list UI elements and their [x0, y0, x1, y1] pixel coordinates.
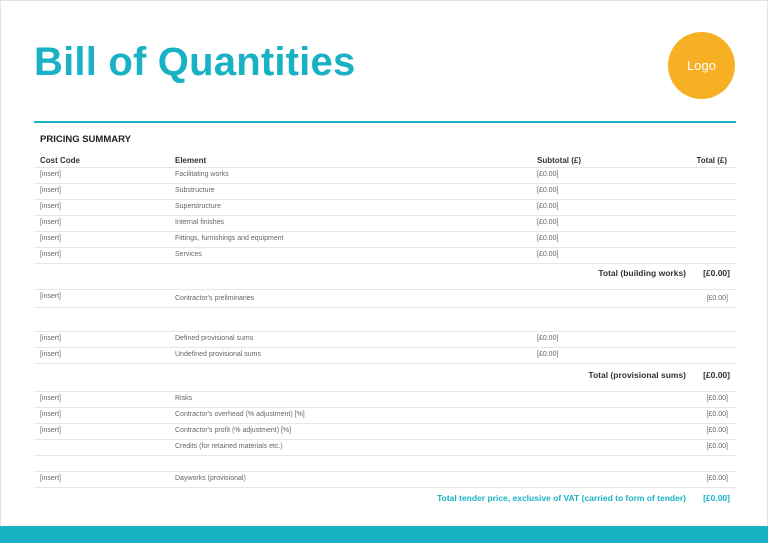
table-row — [34, 290, 736, 308]
col-header-total: Total (£) — [696, 156, 727, 165]
total-tender-value: [£0.00] — [703, 493, 730, 503]
subtotal-cell[interactable]: [£0.00] — [537, 335, 559, 342]
section-divider — [34, 376, 736, 392]
subtotal-cell[interactable]: [£0.00] — [537, 351, 559, 358]
subtotal-cell[interactable]: [£0.00] — [537, 235, 559, 242]
col-header-cost-code: Cost Code — [40, 156, 80, 165]
cost-code-cell[interactable]: [insert] — [40, 411, 62, 418]
table-row — [34, 408, 736, 424]
total-cell[interactable]: [£0.00] — [706, 295, 728, 302]
subtotal-cell[interactable]: [£0.00] — [537, 219, 559, 226]
cost-code-cell[interactable]: [insert] — [40, 171, 62, 178]
element-cell: Defined provisional sums — [175, 335, 254, 342]
total-tender-label: Total tender price, exclusive of VAT (carried to form of tender) — [437, 493, 686, 503]
element-cell: Undefined provisional sums — [175, 351, 261, 358]
element-cell: Contractor's profit (% adjustment) [%] — [175, 427, 292, 434]
cost-code-cell[interactable]: [insert] — [40, 219, 62, 226]
subtotal-cell[interactable]: [£0.00] — [537, 171, 559, 178]
element-cell: Dayworks (provisional) — [175, 475, 246, 482]
table-row — [34, 216, 736, 232]
col-header-subtotal: Subtotal (£) — [537, 156, 581, 165]
element-cell: Risks — [175, 395, 193, 402]
footer-bar — [0, 526, 768, 543]
cost-code-cell[interactable]: [insert] — [40, 351, 62, 358]
element-cell: Substructure — [175, 187, 215, 194]
spacer-row — [34, 308, 736, 332]
element-cell: Superstructure — [175, 203, 221, 210]
total-cell[interactable]: [£0.00] — [706, 475, 728, 482]
cost-code-cell[interactable]: [insert] — [40, 187, 62, 194]
element-cell: Services — [175, 251, 202, 258]
table-row — [34, 440, 736, 456]
element-cell: Credits (for retained materials etc.) — [175, 443, 283, 450]
cost-code-cell[interactable]: [insert] — [40, 293, 62, 300]
page-title: Bill of Quantities — [34, 40, 356, 84]
total-cell[interactable]: [£0.00] — [706, 443, 728, 450]
subtotal-cell[interactable]: [£0.00] — [537, 203, 559, 210]
total-cell[interactable]: [£0.00] — [706, 395, 728, 402]
section-divider — [34, 274, 736, 290]
table-row — [34, 184, 736, 200]
element-cell: Contractor's preliminaries — [175, 295, 255, 302]
table-row — [34, 392, 736, 408]
table-row — [34, 248, 736, 264]
title-divider — [34, 121, 736, 123]
cost-code-cell[interactable]: [insert] — [40, 203, 62, 210]
cost-code-cell[interactable]: [insert] — [40, 335, 62, 342]
table-row — [34, 168, 736, 184]
cost-code-cell[interactable]: [insert] — [40, 475, 62, 482]
element-cell: Facilitating works — [175, 171, 229, 178]
col-header-element: Element — [175, 156, 207, 165]
table-row — [34, 348, 736, 364]
table-row — [34, 424, 736, 440]
element-cell: Internal finishes — [175, 219, 225, 226]
total-building-label: Total (building works) — [598, 268, 686, 278]
total-provisional-value: [£0.00] — [703, 370, 730, 380]
table-row — [34, 472, 736, 488]
element-cell: Contractor's overhead (% adjustment) [%] — [175, 411, 305, 418]
cost-code-cell[interactable]: [insert] — [40, 395, 62, 402]
table-row — [34, 200, 736, 216]
header-row-divider — [34, 153, 736, 168]
total-cell[interactable]: [£0.00] — [706, 411, 728, 418]
subtotal-cell[interactable]: [£0.00] — [537, 187, 559, 194]
total-provisional-label: Total (provisional sums) — [588, 370, 686, 380]
total-building-value: [£0.00] — [703, 268, 730, 278]
table-row — [34, 232, 736, 248]
element-cell: Fittings, furnishings and equipment — [175, 235, 284, 242]
spacer-row — [34, 456, 736, 472]
table-row — [34, 332, 736, 348]
total-cell[interactable]: [£0.00] — [706, 427, 728, 434]
cost-code-cell[interactable]: [insert] — [40, 251, 62, 258]
section-title: PRICING SUMMARY — [40, 134, 131, 145]
cost-code-cell[interactable]: [insert] — [40, 235, 62, 242]
subtotal-cell[interactable]: [£0.00] — [537, 251, 559, 258]
cost-code-cell[interactable]: [insert] — [40, 427, 62, 434]
logo-placeholder: Logo — [668, 32, 735, 99]
